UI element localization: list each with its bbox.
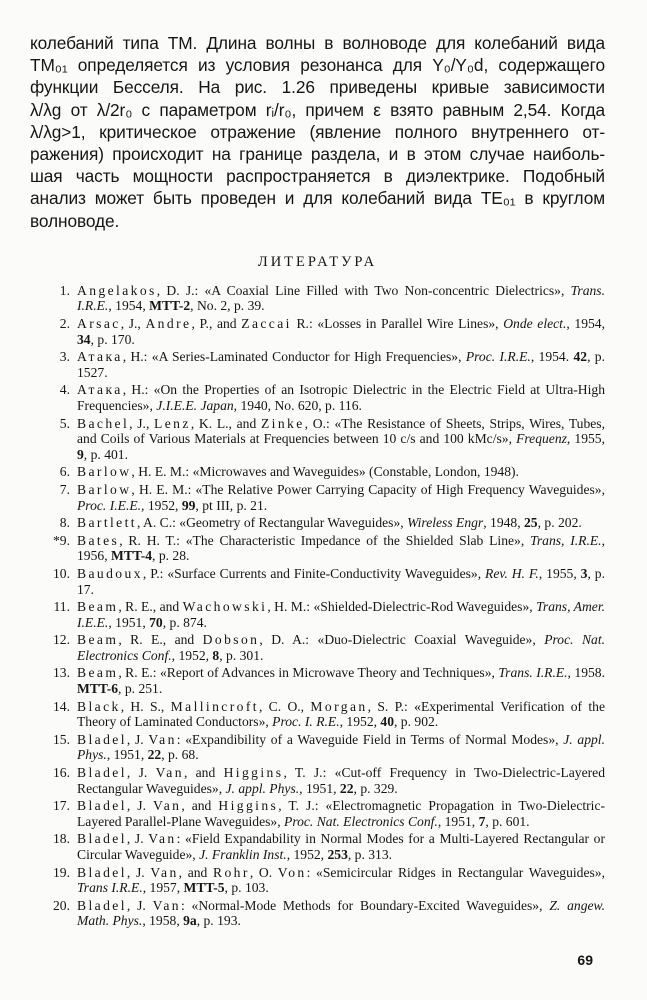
author-name: Beam [77, 665, 119, 681]
intro-paragraph [30, 32, 605, 232]
volume-number: 22 [147, 747, 162, 763]
journal-title: Proc. Nat. Electronics Conf. [77, 632, 605, 663]
reference-text: , O. [249, 864, 278, 880]
volume-number: 70 [149, 614, 163, 630]
reference-text: , H. M.: «Shielded-Dielectric-Rod Waveguides», [267, 599, 537, 615]
reference-text: , P.: «Surface Currents and Finite-Conductivity Waveguides», [142, 565, 486, 581]
reference-item [30, 533, 605, 564]
reference-text: , 1951, [108, 614, 150, 630]
intro-line: функции Бесселя. На рис. 1.26 приведены кривые зависимости [30, 77, 605, 98]
author-name: Bladel [77, 864, 127, 880]
reference-text: : «Expandibility of a Waveguide Field in Terms of Normal Modes», [176, 731, 564, 747]
reference-number: 1. [59, 282, 70, 298]
reference-text: , J., [129, 415, 155, 431]
reference-text: , J. [126, 831, 149, 847]
reference-item [30, 566, 605, 597]
reference-text: , 1952, [171, 647, 213, 663]
reference-text: , 1954, [566, 316, 605, 332]
intro-line: TM₀₁ определяется из условия резонанса для Y₀/Y₀d, содержащего [30, 55, 605, 76]
reference-item [30, 699, 605, 730]
reference-text: , O.: «The Resistance of Sheets, Strips, Wires, Tubes, and Coils of Various Materials at Frequencies between 10 c/s and 100 kMc/s», [77, 415, 605, 447]
journal-title: Rev. H. F. [485, 565, 539, 581]
volume-number: 34 [77, 331, 91, 347]
author-name: Zinke [260, 415, 305, 431]
journal-title: Proc. I. R.E. [272, 714, 340, 730]
reference-text: , H.: «A Series-Laminated Conductor for High Frequencies», [122, 349, 466, 365]
reference-text: , J. [126, 731, 149, 747]
author-name: Angelakos [77, 282, 157, 298]
reference-text: : «Field Expandability in Normal Modes for a Multi-Layered Rectangular or Circular Waveguide», [77, 831, 606, 863]
volume-number: 9 [77, 446, 84, 462]
reference-text: , 1958, [142, 913, 184, 929]
reference-number: 10. [53, 565, 70, 581]
reference-number: 13. [53, 665, 70, 681]
reference-text: , T. J.: «Electromagnetic Propagation in Two-Dielectric-Layered Parallel-Plane Waveguides», [77, 798, 606, 829]
author-name: Bachel [77, 415, 130, 431]
author-name: Van [152, 897, 181, 913]
reference-item [30, 515, 605, 531]
reference-text: , D. J.: «A Coaxial Line Filled with Two Non-concentric Dielectrics», [156, 282, 571, 298]
reference-number: 18. [53, 831, 70, 847]
reference-text: , p. 103. [224, 880, 269, 896]
reference-text: , H.: «On the Properties of an Isotropic Dielectric in the Electric Field at Ultra-High Frequencies», [77, 382, 605, 413]
intro-line: λ/λg>1, критическое отражение (явление полного внутреннего от- [30, 121, 605, 142]
journal-title: Wireless Engr [407, 515, 484, 531]
reference-item [30, 665, 605, 696]
author-name: Bladel [77, 731, 127, 747]
reference-text: , 1951, [437, 813, 479, 829]
author-name: Barlow [77, 481, 132, 497]
author-name: Andre [145, 316, 192, 332]
reference-text: : «Normal-Mode Methods for Boundary-Excited Waveguides», [180, 897, 550, 913]
reference-text: , p. 1527. [77, 349, 605, 380]
author-name: Mallincroft [170, 698, 259, 714]
author-name: Morgan [310, 698, 368, 714]
author-name: Zaccai [241, 316, 292, 332]
reference-text: , J. [126, 765, 156, 781]
author-name: Bladel [77, 798, 127, 814]
reference-text: , C. O., [258, 698, 311, 714]
author-name: Wachowski [182, 599, 268, 615]
volume-number: MTT-5 [183, 880, 225, 896]
author-name: Beam [77, 632, 119, 648]
reference-text: , R. H. T.: «The Characteristic Impedance of the Shielded Slab Line», [119, 532, 531, 548]
reference-number: 14. [53, 698, 70, 714]
intro-line: анализ может быть проведен и для колебаний вида TE₀₁ в круглом [30, 188, 605, 209]
reference-text: , 1952, [286, 847, 328, 863]
volume-number: MTT-6 [77, 681, 119, 697]
journal-title: Proc. I.E.E. [77, 497, 142, 513]
reference-text: , 1955, [566, 431, 605, 447]
journal-title: J. appl. Phys. [225, 780, 300, 796]
volume-number: 42 [573, 349, 588, 365]
volume-number: MTT-2 [149, 298, 191, 314]
reference-text: , p. 301. [219, 647, 264, 663]
reference-text: , T. J.: «Cut-off Frequency in Two-Dielectric-Layered Rectangular Waveguides», [77, 765, 605, 796]
reference-text: , p. 401. [83, 446, 128, 462]
reference-number: 19. [53, 864, 70, 880]
reference-number: 3. [59, 349, 70, 365]
reference-number: 2. [59, 316, 70, 332]
reference-text: , J. [126, 864, 151, 880]
reference-text: , 1951, [106, 747, 148, 763]
reference-text: , p. 313. [347, 847, 393, 863]
reference-number: 4. [59, 382, 70, 398]
journal-title: Onde elect. [503, 316, 567, 332]
reference-text: , R. E.: «Report of Advances in Microwave Theory and Techniques», [118, 665, 499, 681]
reference-text: , H. E. M.: «Microwaves and Waveguides» (Constable, London, 1948). [131, 464, 519, 480]
reference-text: , 1958. [567, 665, 605, 681]
reference-text: , 1948, [483, 515, 524, 531]
reference-text: , D. A.: «Duo-Dielectric Coaxial Waveguide», [259, 632, 545, 648]
reference-number: 16. [53, 765, 70, 781]
reference-number: 15. [53, 731, 70, 747]
author-name: Von [277, 864, 307, 880]
reference-item [30, 316, 605, 347]
reference-text: , p. 28. [152, 548, 190, 564]
reference-item [30, 898, 605, 929]
author-name: Black [77, 698, 121, 714]
reference-text: , 1954, [108, 298, 150, 314]
reference-item [30, 464, 605, 480]
reference-text: , A. C.: «Geometry of Rectangular Waveguides», [136, 515, 408, 531]
reference-text: , pt III, p. 21. [195, 497, 268, 513]
reference-list [30, 283, 605, 929]
journal-title: J. appl. Phys. [77, 731, 605, 763]
reference-item [30, 798, 605, 829]
reference-item [30, 765, 605, 796]
reference-number: 6. [59, 464, 70, 480]
volume-number: 8 [212, 647, 220, 663]
reference-text: , 1955, [538, 565, 581, 581]
author-name: Van [148, 731, 177, 747]
journal-title: Trans I.R.E. [77, 880, 143, 896]
reference-text: , K. L., and [190, 415, 261, 431]
author-name: Bartlett [77, 515, 137, 531]
author-name: Van [148, 831, 177, 847]
intro-line: шая часть мощности распространяется в диэлектрике. Подобный [30, 166, 605, 187]
reference-text: , 1952, [339, 714, 381, 730]
author-name: Beam [77, 599, 119, 615]
journal-title: Trans, Amer. I.E.E. [77, 599, 605, 630]
reference-text: , J. [126, 897, 153, 913]
author-name: Bladel [77, 831, 127, 847]
reference-item [30, 382, 605, 413]
reference-number: *9. [53, 532, 70, 548]
reference-item [30, 599, 605, 630]
intro-line: колебаний типа ТМ. Длина волны в волноводе для колебаний вида [30, 33, 605, 53]
journal-title: Z. angew. Math. Phys. [77, 897, 605, 929]
reference-text: , p. 251. [118, 681, 163, 697]
reference-item [30, 732, 605, 763]
reference-text: : «Semicircular Ridges in Rectangular Waveguides», [306, 864, 605, 880]
author-name: Higgins [223, 765, 284, 781]
reference-text: , 1952, [141, 497, 182, 513]
reference-number: 12. [53, 632, 70, 648]
author-name: Barlow [77, 464, 132, 480]
reference-text: , J. [126, 798, 153, 814]
reference-text: , p. 17. [77, 565, 605, 597]
reference-text: , 1956, [77, 532, 605, 564]
volume-number: 7 [478, 813, 486, 829]
journal-title: Proc. I.R.E. [465, 349, 531, 365]
reference-text: , p. 902. [394, 714, 439, 730]
volume-number: 22 [339, 780, 354, 796]
volume-number: 40 [380, 714, 394, 730]
author-name: Higgins [218, 798, 279, 814]
reference-number: 5. [59, 415, 70, 431]
author-name: Rohr [213, 864, 250, 880]
author-name: Bates [77, 532, 120, 548]
reference-item [30, 283, 605, 314]
author-name: Van [150, 864, 179, 880]
author-name: Атака [77, 382, 123, 398]
reference-text: , R. E., and [118, 632, 203, 648]
journal-title: Proc. Nat. Electronics Conf. [284, 813, 438, 829]
reference-text: , and [178, 864, 214, 880]
reference-text: , 1951, [299, 780, 340, 796]
journal-title: J. Franklin Inst. [199, 847, 287, 863]
reference-item [30, 865, 605, 896]
reference-text: , H. E. M.: «The Relative Power Carrying Capacity of High Frequency Waveguides», [131, 481, 605, 497]
reference-text: , P., and [191, 316, 242, 332]
reference-number: 8. [59, 515, 70, 531]
reference-text: , J., [120, 316, 146, 332]
reference-text: , p. 193. [196, 913, 241, 929]
reference-text: , p. 329. [353, 780, 398, 796]
author-name: Bladel [77, 765, 127, 781]
reference-number: 17. [53, 798, 70, 814]
volume-number: 25 [524, 515, 538, 531]
reference-text: , R. E., and [118, 599, 183, 615]
intro-line: λ/λg от λ/2r₀ с параметром rᵢ/r₀, причем ε взято равным 2,54. Когда [30, 99, 605, 120]
reference-text: , p. 170. [90, 331, 135, 347]
reference-text: , p. 874. [162, 614, 207, 630]
reference-item [30, 482, 605, 513]
volume-number: 253 [327, 847, 348, 863]
reference-text: , and [181, 798, 219, 814]
reference-text: , S. P.: «Experimental Verification of the Theory of Laminated Conductors», [77, 698, 605, 730]
author-name: Van [155, 765, 184, 781]
page-number: 69 [577, 952, 593, 968]
reference-number: 20. [53, 897, 70, 913]
intro-line: волноводе. [30, 210, 120, 231]
page-body [30, 32, 605, 931]
author-name: Lenz [154, 415, 191, 431]
reference-text: , p. 68. [161, 747, 199, 763]
reference-item [30, 416, 605, 463]
volume-number: 9a [183, 913, 197, 929]
journal-title: Trans. I.R.E. [77, 282, 605, 314]
references-heading: ЛИТЕРАТУРА [257, 253, 378, 270]
reference-text: , p. 202. [537, 515, 582, 531]
journal-title: Trans, I.R.E. [530, 532, 602, 548]
author-name: Arsac [77, 316, 121, 332]
journal-title: Trans. I.R.E. [498, 665, 568, 681]
journal-title: J.I.E.E. Japan [156, 397, 234, 413]
reference-number: 7. [59, 481, 70, 497]
reference-text: , p. 601. [485, 813, 530, 829]
volume-number: 3 [580, 565, 588, 581]
author-name: Van [152, 798, 182, 814]
reference-item [30, 831, 605, 862]
intro-line: ражения) происходит на границе раздела, и в этом случае наиболь- [30, 144, 605, 165]
reference-text: , 1957, [142, 880, 184, 896]
journal-title: Frequenz [516, 431, 567, 447]
reference-text: R.: «Losses in Parallel Wire Lines», [291, 316, 504, 332]
author-name: Dobson [202, 632, 260, 648]
author-name: Атака [77, 349, 123, 365]
reference-text: , 1954. [530, 349, 574, 365]
reference-item [30, 349, 605, 380]
reference-number: 11. [53, 599, 70, 615]
reference-text: , No. 2, p. 39. [190, 298, 265, 314]
volume-number: MTT-4 [110, 548, 153, 564]
author-name: Bladel [77, 897, 127, 913]
reference-item [30, 632, 605, 663]
reference-text: , and [183, 765, 224, 781]
reference-text: , 1940, No. 620, p. 116. [233, 397, 362, 413]
volume-number: 99 [181, 497, 196, 513]
reference-text: , H. S., [120, 698, 171, 714]
author-name: Baudoux [77, 565, 143, 581]
